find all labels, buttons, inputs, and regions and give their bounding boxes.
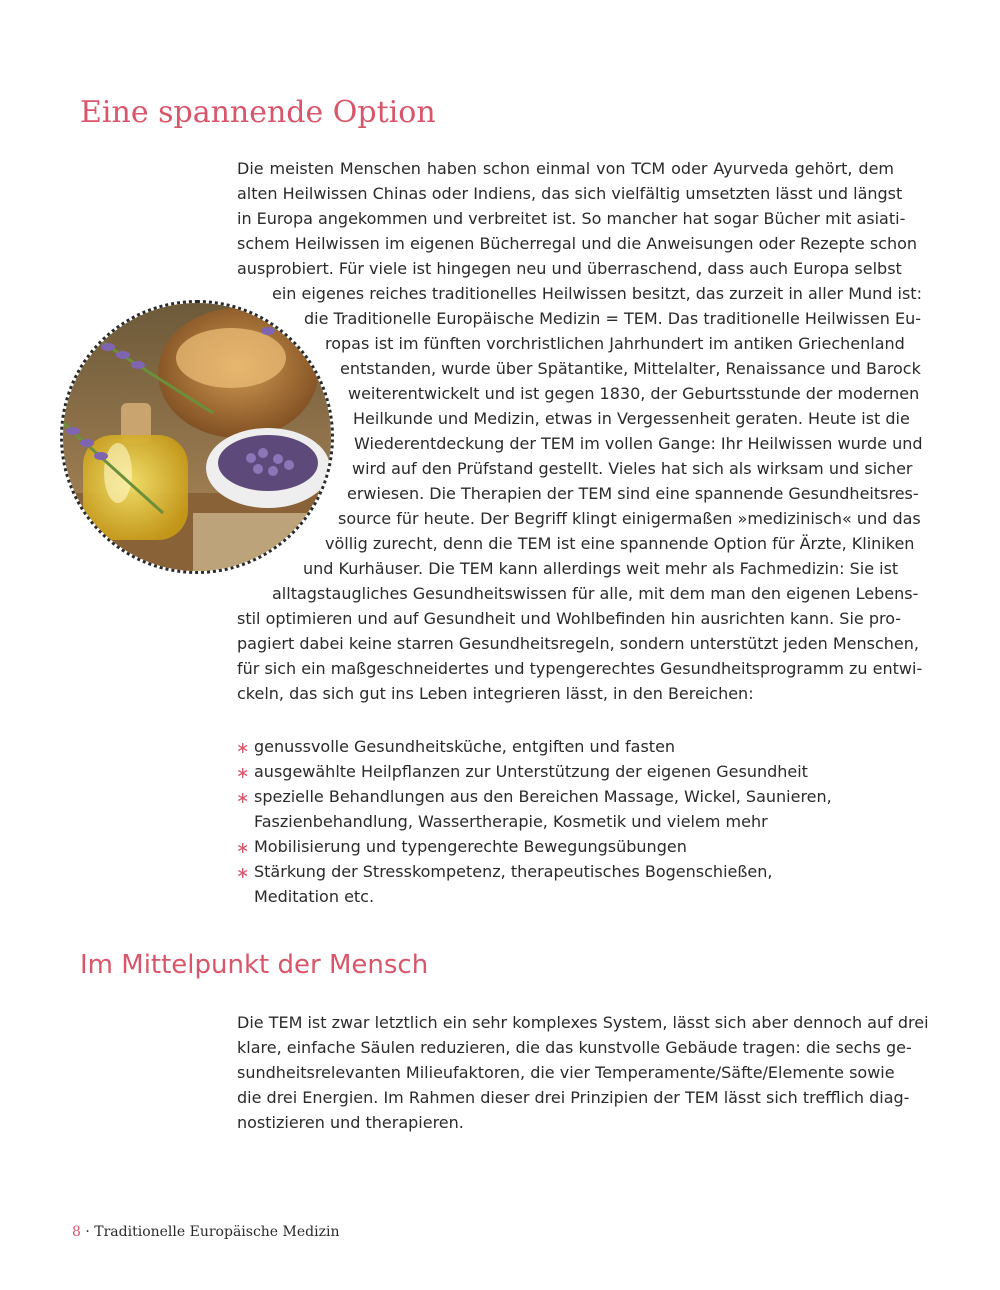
text-line: stil optimieren und auf Gesundheit und Wohlbefinden hin ausrichten kann. Sie pro- — [237, 609, 902, 628]
bullet-asterisk-icon: ∗ — [236, 838, 250, 857]
page-number: 8 — [72, 1224, 81, 1240]
page-footer — [72, 1224, 339, 1240]
text-line: Wiederentdeckung der TEM im vollen Gange: Ihr Heilwissen wurde und — [354, 434, 923, 453]
text-line: wird auf den Prüfstand gestellt. Vieles hat sich als wirksam und sicher — [352, 459, 913, 478]
bullet-asterisk-icon: ∗ — [236, 738, 250, 757]
text-line: alten Heilwissen Chinas oder Indiens, das sich vielfältig umsetzten lässt und längst — [237, 184, 903, 203]
text-line: und Kurhäuser. Die TEM kann allerdings weit mehr als Fachmedizin: Sie ist — [303, 559, 899, 578]
text-line: erwiesen. Die Therapien der TEM sind eine spannende Gesundheitsres- — [347, 484, 919, 503]
text-line: sundheitsrelevanten Milieufaktoren, die vier Temperamente/Säfte/Elemente sowie — [237, 1063, 895, 1082]
bullet-asterisk-icon: ∗ — [236, 863, 250, 882]
text-line: ckeln, das sich gut ins Leben integrieren lässt, in den Bereichen: — [237, 684, 754, 703]
footer-separator: · — [85, 1224, 90, 1240]
list-item: spezielle Behandlungen aus den Bereichen Massage, Wickel, Saunieren, — [254, 787, 832, 806]
text-line: source für heute. Der Begriff klingt einigermaßen »medizinisch« und das — [338, 509, 921, 528]
text-line: ein eigenes reiches traditionelles Heilwissen besitzt, das zurzeit in aller Mund ist: — [272, 284, 922, 303]
list-item: Mobilisierung und typengerechte Bewegungsübungen — [254, 837, 687, 856]
footer-title: Traditionelle Europäische Medizin — [94, 1224, 340, 1240]
lavender-oil-photo — [60, 300, 334, 574]
list-item: Stärkung der Stresskompetenz, therapeutisches Bogenschießen, — [254, 862, 773, 881]
list-item-continuation: Faszienbehandlung, Wassertherapie, Kosmetik und vielem mehr — [254, 812, 768, 831]
list-item-continuation: Meditation etc. — [254, 887, 375, 906]
list-item: genussvolle Gesundheitsküche, entgiften und fasten — [254, 737, 676, 756]
bullet-asterisk-icon: ∗ — [236, 763, 250, 782]
text-line: pagiert dabei keine starren Gesundheitsregeln, sondern unterstützt jeden Menschen, — [237, 634, 919, 653]
text-line: schem Heilwissen im eigenen Bücherregal und die Anweisungen oder Rezepte schon — [237, 234, 918, 253]
lavender-oil-illustration — [63, 303, 331, 571]
text-line: Die meisten Menschen haben schon einmal von TCM oder Ayurveda gehört, dem — [237, 159, 894, 178]
text-line: weiterentwickelt und ist gegen 1830, der Geburtsstunde der modernen — [348, 384, 920, 403]
text-line: klare, einfache Säulen reduzieren, die das kunstvolle Gebäude tragen: die sechs ge- — [237, 1038, 912, 1057]
text-line: Die TEM ist zwar letztlich ein sehr komplexes System, lässt sich aber dennoch auf drei — [237, 1013, 929, 1032]
section-heading-mensch: Im Mittelpunkt der Mensch — [80, 950, 429, 980]
section-heading-option: Eine spannende Option — [80, 95, 436, 130]
text-line: in Europa angekommen und verbreitet ist. So mancher hat sogar Bücher mit asiati- — [237, 209, 906, 228]
text-line: die Traditionelle Europäische Medizin = TEM. Das traditionelle Heilwissen Eu- — [304, 309, 921, 328]
list-item: ausgewählte Heilpflanzen zur Unterstützung der eigenen Gesundheit — [254, 762, 808, 781]
text-line: völlig zurecht, denn die TEM ist eine spannende Option für Ärzte, Kliniken — [325, 534, 915, 553]
text-line: die drei Energien. Im Rahmen dieser drei Prinzipien der TEM lässt sich trefflich diag- — [237, 1088, 910, 1107]
text-line: Heilkunde und Medizin, etwas in Vergessenheit geraten. Heute ist die — [353, 409, 910, 428]
text-line: alltagstaugliches Gesundheitswissen für alle, mit dem man den eigenen Lebens- — [272, 584, 919, 603]
text-line: nostizieren und therapieren. — [237, 1113, 464, 1132]
text-line: entstanden, wurde über Spätantike, Mittelalter, Renaissance und Barock — [340, 359, 921, 378]
text-line: für sich ein maßgeschneidertes und typengerechtes Gesundheitsprogramm zu entwi- — [237, 659, 923, 678]
bullet-asterisk-icon: ∗ — [236, 788, 250, 807]
text-line: ausprobiert. Für viele ist hingegen neu und überraschend, dass auch Europa selbst — [237, 259, 902, 278]
text-line: ropas ist im fünften vorchristlichen Jahrhundert im antiken Griechenland — [325, 334, 905, 353]
